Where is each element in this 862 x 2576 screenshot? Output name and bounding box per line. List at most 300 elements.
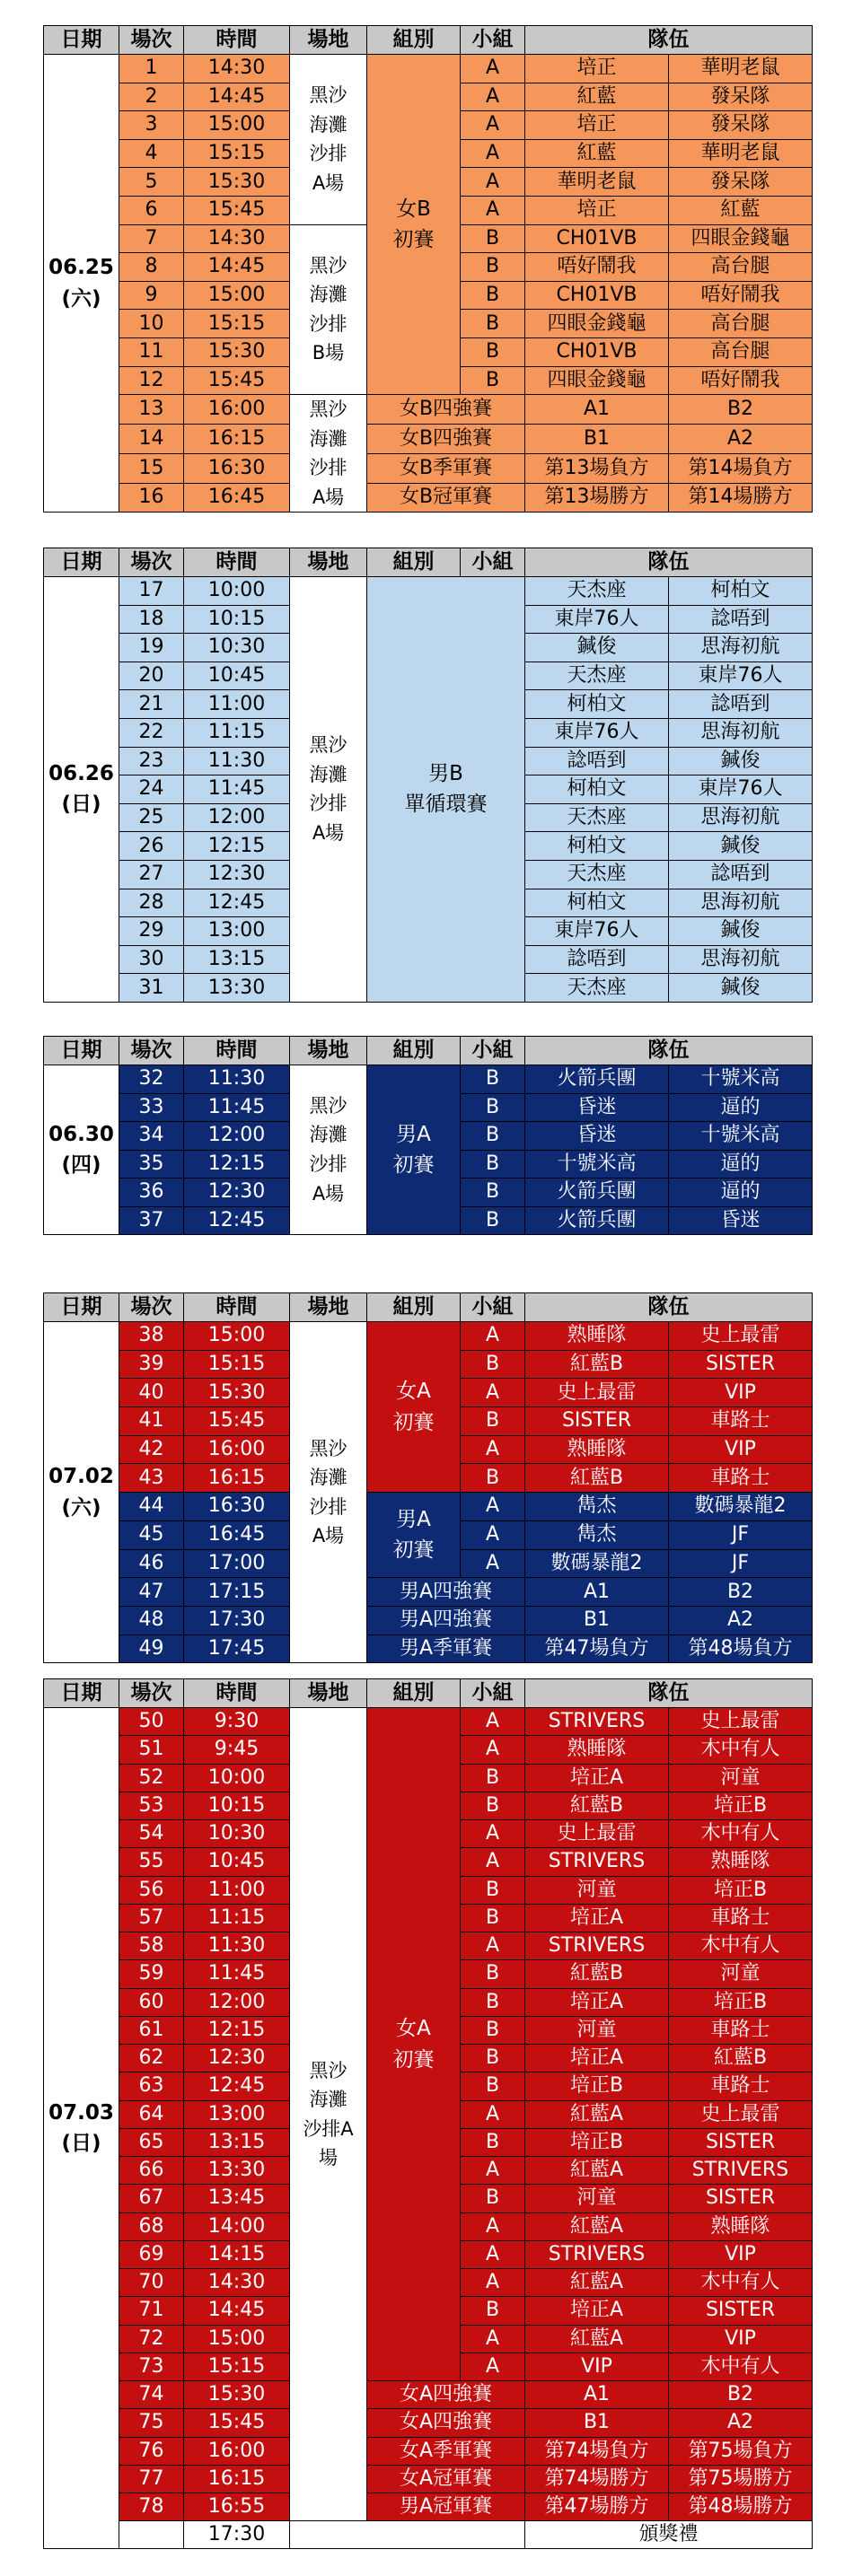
ceremony-time: 17:30 xyxy=(184,2521,290,2549)
match-number: 46 xyxy=(119,1549,184,1578)
team-b: SISTER xyxy=(669,2128,813,2156)
match-number: 59 xyxy=(119,1960,184,1988)
group-cell: B xyxy=(461,2045,525,2072)
match-number: 34 xyxy=(119,1122,184,1151)
header-group: 小組 xyxy=(461,26,525,55)
team-a: 四眼金錢龜 xyxy=(525,366,669,395)
team-a: 紅藍A xyxy=(525,2212,669,2240)
team-b: A2 xyxy=(669,2409,813,2437)
team-a: 昏迷 xyxy=(525,1093,669,1122)
group-cell: A xyxy=(461,1708,525,1736)
group-cell: A xyxy=(461,1435,525,1464)
team-a: A1 xyxy=(525,395,669,425)
header-time: 時間 xyxy=(184,1293,290,1322)
match-time: 11:45 xyxy=(184,1960,290,1988)
match-time: 11:30 xyxy=(184,747,290,775)
match-time: 10:45 xyxy=(184,662,290,690)
match-number: 78 xyxy=(119,2493,184,2521)
match-time: 16:15 xyxy=(184,1464,290,1493)
group-cell: A xyxy=(461,1322,525,1351)
team-a: 培正A xyxy=(525,2297,669,2325)
team-b: 培正B xyxy=(669,1792,813,1819)
team-b: 十號米高 xyxy=(669,1122,813,1151)
team-a: 唔好鬧我 xyxy=(525,253,669,282)
team-a: CH01VB xyxy=(525,281,669,310)
schedule-table xyxy=(43,25,813,513)
match-number: 67 xyxy=(119,2185,184,2212)
match-time: 12:15 xyxy=(184,1150,290,1178)
match-time: 15:00 xyxy=(184,2325,290,2353)
match-time: 16:00 xyxy=(184,395,290,425)
venue-cell: 黑沙 海灘 沙排 A場 xyxy=(290,1322,367,1663)
division-cell: 男A季軍賽 xyxy=(367,1634,525,1663)
match-number: 2 xyxy=(119,83,184,111)
match-number: 18 xyxy=(119,605,184,634)
date-cell: 06.26 (日) xyxy=(44,577,119,1003)
match-time: 16:00 xyxy=(184,2437,290,2465)
header-date: 日期 xyxy=(44,548,119,577)
header-date: 日期 xyxy=(44,1293,119,1322)
match-time: 11:45 xyxy=(184,775,290,804)
group-cell: B xyxy=(461,281,525,310)
header-teams: 隊伍 xyxy=(525,548,813,577)
group-cell: B xyxy=(461,1464,525,1493)
group-cell: A xyxy=(461,168,525,197)
team-a: 第13場勝方 xyxy=(525,483,669,513)
match-time: 15:45 xyxy=(184,196,290,224)
header-division: 組別 xyxy=(367,1293,461,1322)
match-number: 57 xyxy=(119,1904,184,1932)
match-time: 15:45 xyxy=(184,366,290,395)
header-group: 小組 xyxy=(461,548,525,577)
team-a: 培正A xyxy=(525,2045,669,2072)
team-b: 思海初航 xyxy=(669,889,813,917)
header-venue: 場地 xyxy=(290,1037,367,1065)
match-time: 11:15 xyxy=(184,1904,290,1932)
team-b: 紅藍 xyxy=(669,196,813,224)
team-b: B2 xyxy=(669,1578,813,1607)
team-a: 紅藍A xyxy=(525,2100,669,2128)
match-number: 51 xyxy=(119,1736,184,1764)
team-b: 高台腿 xyxy=(669,253,813,282)
match-number: 25 xyxy=(119,803,184,832)
team-a: 熟睡隊 xyxy=(525,1435,669,1464)
team-b: A2 xyxy=(669,1606,813,1634)
group-cell: B xyxy=(461,2128,525,2156)
team-a: 河童 xyxy=(525,2185,669,2212)
header-group: 小組 xyxy=(461,1293,525,1322)
match-time: 16:55 xyxy=(184,2493,290,2521)
team-b: 鍼俊 xyxy=(669,917,813,946)
table-row xyxy=(44,1708,813,1736)
match-number: 35 xyxy=(119,1150,184,1178)
header-time: 時間 xyxy=(184,1037,290,1065)
team-b: 思海初航 xyxy=(669,718,813,747)
header-match: 場次 xyxy=(119,1037,184,1065)
table-row xyxy=(44,1322,813,1351)
team-b: 逼的 xyxy=(669,1150,813,1178)
header-row xyxy=(44,1679,813,1708)
team-b: JF xyxy=(669,1549,813,1578)
match-time: 15:00 xyxy=(184,111,290,140)
team-b: 四眼金錢龜 xyxy=(669,224,813,253)
match-time: 14:30 xyxy=(184,55,290,83)
match-number: 56 xyxy=(119,1876,184,1904)
team-a: 昏迷 xyxy=(525,1122,669,1151)
group-cell: A xyxy=(461,2240,525,2268)
match-number: 50 xyxy=(119,1708,184,1736)
header-match: 場次 xyxy=(119,1679,184,1708)
group-cell: A xyxy=(461,55,525,83)
team-b: 第14場勝方 xyxy=(669,483,813,513)
match-time: 17:15 xyxy=(184,1578,290,1607)
match-number: 16 xyxy=(119,483,184,513)
match-time: 10:00 xyxy=(184,577,290,606)
header-teams: 隊伍 xyxy=(525,1679,813,1708)
match-time: 13:15 xyxy=(184,2128,290,2156)
ceremony-label: 頒獎禮 xyxy=(525,2521,813,2549)
group-cell: B xyxy=(461,2297,525,2325)
team-a: 河童 xyxy=(525,2016,669,2044)
match-number: 63 xyxy=(119,2072,184,2100)
team-a: 紅藍B xyxy=(525,1350,669,1379)
group-cell: B xyxy=(461,2016,525,2044)
header-division: 組別 xyxy=(367,1679,461,1708)
team-b: B2 xyxy=(669,2381,813,2409)
header-group: 小組 xyxy=(461,1037,525,1065)
table-row xyxy=(44,2381,813,2409)
team-a: 培正B xyxy=(525,2128,669,2156)
team-b: VIP xyxy=(669,1435,813,1464)
team-a: 四眼金錢龜 xyxy=(525,310,669,338)
team-a: 培正A xyxy=(525,1904,669,1932)
match-number: 49 xyxy=(119,1634,184,1663)
team-a: 培正 xyxy=(525,55,669,83)
table-row xyxy=(44,2465,813,2493)
group-cell: B xyxy=(461,1178,525,1207)
team-a: 熟睡隊 xyxy=(525,1736,669,1764)
team-a: STRIVERS xyxy=(525,1848,669,1876)
group-cell: A xyxy=(461,111,525,140)
group-cell: B xyxy=(461,366,525,395)
team-b: 車路士 xyxy=(669,1407,813,1436)
team-a: 培正 xyxy=(525,111,669,140)
team-b: 史上最雷 xyxy=(669,1322,813,1351)
schedule-block-4 xyxy=(43,1678,812,2549)
team-b: VIP xyxy=(669,2325,813,2353)
header-venue: 場地 xyxy=(290,548,367,577)
team-a: A1 xyxy=(525,1578,669,1607)
team-b: 發呆隊 xyxy=(669,168,813,197)
match-time: 12:00 xyxy=(184,803,290,832)
table-row xyxy=(44,1065,813,1094)
group-cell: A xyxy=(461,2325,525,2353)
group-cell: B xyxy=(461,1792,525,1819)
team-b: 高台腿 xyxy=(669,337,813,366)
team-a: 火箭兵團 xyxy=(525,1206,669,1235)
match-time: 14:15 xyxy=(184,2240,290,2268)
schedule-table xyxy=(43,1292,813,1663)
team-a: 第47場勝方 xyxy=(525,2493,669,2521)
match-time: 17:00 xyxy=(184,1549,290,1578)
division-cell: 男B 單循環賽 xyxy=(367,577,525,1003)
team-b: VIP xyxy=(669,2240,813,2268)
team-b: 鍼俊 xyxy=(669,974,813,1003)
team-a: 東岸76人 xyxy=(525,605,669,634)
group-cell: A xyxy=(461,1932,525,1960)
group-cell: B xyxy=(461,1093,525,1122)
team-a: 史上最雷 xyxy=(525,1379,669,1407)
team-b: 東岸76人 xyxy=(669,775,813,804)
venue-cell: 黑沙 海灘 沙排 A場 xyxy=(290,55,367,225)
team-a: 紅藍 xyxy=(525,83,669,111)
match-time: 16:30 xyxy=(184,1493,290,1521)
division-cell: 女A 初賽 xyxy=(367,1708,461,2381)
team-b: B2 xyxy=(669,395,813,425)
match-number: 76 xyxy=(119,2437,184,2465)
header-venue: 場地 xyxy=(290,1293,367,1322)
match-time: 14:45 xyxy=(184,253,290,282)
match-number: 60 xyxy=(119,1988,184,2016)
team-b: 培正B xyxy=(669,1988,813,2016)
group-cell: A xyxy=(461,2157,525,2185)
division-cell: 女B 初賽 xyxy=(367,55,461,395)
schedule-table xyxy=(43,1036,813,1235)
match-number: 3 xyxy=(119,111,184,140)
table-row xyxy=(44,424,813,453)
match-number: 77 xyxy=(119,2465,184,2493)
team-a: 諗唔到 xyxy=(525,945,669,974)
group-cell: B xyxy=(461,1764,525,1792)
team-a: 天杰座 xyxy=(525,974,669,1003)
team-b: 第48場勝方 xyxy=(669,2493,813,2521)
match-number: 36 xyxy=(119,1178,184,1207)
match-number: 20 xyxy=(119,662,184,690)
team-b: 柯柏文 xyxy=(669,577,813,606)
table-row xyxy=(44,55,813,83)
match-number: 26 xyxy=(119,832,184,861)
team-b: 思海初航 xyxy=(669,945,813,974)
match-time: 11:00 xyxy=(184,1876,290,1904)
team-a: 第47場負方 xyxy=(525,1634,669,1663)
team-b: 發呆隊 xyxy=(669,111,813,140)
match-number: 11 xyxy=(119,337,184,366)
team-b: 史上最雷 xyxy=(669,1708,813,1736)
team-a: SISTER xyxy=(525,1407,669,1436)
match-time: 16:00 xyxy=(184,1435,290,1464)
match-time: 16:30 xyxy=(184,453,290,483)
match-time: 17:45 xyxy=(184,1634,290,1663)
schedule-block-3 xyxy=(43,1292,812,1663)
match-number: 31 xyxy=(119,974,184,1003)
match-time: 9:30 xyxy=(184,1708,290,1736)
venue-cell: 黑沙 海灘 沙排 B場 xyxy=(290,224,367,395)
division-cell: 男A四強賽 xyxy=(367,1578,525,1607)
match-number: 38 xyxy=(119,1322,184,1351)
team-b: 諗唔到 xyxy=(669,690,813,719)
group-cell: B xyxy=(461,1988,525,2016)
team-a: STRIVERS xyxy=(525,2240,669,2268)
team-a: 雋杰 xyxy=(525,1520,669,1549)
match-time: 13:30 xyxy=(184,974,290,1003)
match-number: 10 xyxy=(119,310,184,338)
team-a: 柯柏文 xyxy=(525,775,669,804)
table-row xyxy=(44,1606,813,1634)
match-time: 12:30 xyxy=(184,860,290,889)
team-a: 柯柏文 xyxy=(525,832,669,861)
team-b: 第75場勝方 xyxy=(669,2465,813,2493)
header-date: 日期 xyxy=(44,26,119,55)
match-time: 13:00 xyxy=(184,2100,290,2128)
division-cell: 女B四強賽 xyxy=(367,395,525,425)
team-b: SISTER xyxy=(669,1350,813,1379)
team-a: 培正 xyxy=(525,196,669,224)
match-number: 5 xyxy=(119,168,184,197)
match-number: 44 xyxy=(119,1493,184,1521)
match-number: 39 xyxy=(119,1350,184,1379)
match-number: 8 xyxy=(119,253,184,282)
table-row xyxy=(44,2437,813,2465)
match-time: 16:15 xyxy=(184,424,290,453)
match-number: 73 xyxy=(119,2353,184,2380)
match-number: 29 xyxy=(119,917,184,946)
team-a: 紅藍A xyxy=(525,2325,669,2353)
match-number: 21 xyxy=(119,690,184,719)
match-time: 11:30 xyxy=(184,1065,290,1094)
match-time: 13:45 xyxy=(184,2185,290,2212)
match-number: 15 xyxy=(119,453,184,483)
team-a: 第13場負方 xyxy=(525,453,669,483)
team-b: 車路士 xyxy=(669,1904,813,1932)
match-time: 14:00 xyxy=(184,2212,290,2240)
team-b: 東岸76人 xyxy=(669,662,813,690)
group-cell: A xyxy=(461,1736,525,1764)
team-b: STRIVERS xyxy=(669,2157,813,2185)
match-time: 12:15 xyxy=(184,2016,290,2044)
header-division: 組別 xyxy=(367,26,461,55)
match-number: 9 xyxy=(119,281,184,310)
team-a: 華明老鼠 xyxy=(525,168,669,197)
team-b: 熟睡隊 xyxy=(669,2212,813,2240)
match-time: 12:45 xyxy=(184,1206,290,1235)
division-cell: 女B季軍賽 xyxy=(367,453,525,483)
team-b: 培正B xyxy=(669,1876,813,1904)
group-cell: B xyxy=(461,337,525,366)
team-b: JF xyxy=(669,1520,813,1549)
header-row xyxy=(44,1037,813,1065)
team-a: 柯柏文 xyxy=(525,889,669,917)
table-row xyxy=(44,1634,813,1663)
table-row xyxy=(44,577,813,606)
division-cell: 女A四強賽 xyxy=(367,2381,525,2409)
team-b: 逼的 xyxy=(669,1093,813,1122)
group-cell: B xyxy=(461,2185,525,2212)
group-cell: B xyxy=(461,1350,525,1379)
match-number: 55 xyxy=(119,1848,184,1876)
schedule-table xyxy=(43,1678,813,2549)
match-time: 12:00 xyxy=(184,1122,290,1151)
team-a: 紅藍B xyxy=(525,1464,669,1493)
team-b: VIP xyxy=(669,1379,813,1407)
team-a: 鍼俊 xyxy=(525,634,669,662)
match-time: 15:45 xyxy=(184,1407,290,1436)
match-time: 16:45 xyxy=(184,483,290,513)
footer-row xyxy=(44,2521,813,2549)
table-row xyxy=(44,2493,813,2521)
footer-empty xyxy=(290,2521,525,2549)
group-cell: B xyxy=(461,1122,525,1151)
group-cell: B xyxy=(461,310,525,338)
header-row xyxy=(44,548,813,577)
team-b: 木中有人 xyxy=(669,1932,813,1960)
team-b: 第14場負方 xyxy=(669,453,813,483)
match-time: 12:00 xyxy=(184,1988,290,2016)
venue-cell: 黑沙 海灘 沙排 A場 xyxy=(290,577,367,1003)
team-b: A2 xyxy=(669,424,813,453)
team-b: 唔好鬧我 xyxy=(669,281,813,310)
group-cell: A xyxy=(461,1379,525,1407)
match-number: 27 xyxy=(119,860,184,889)
schedule-block-0 xyxy=(43,25,812,513)
match-time: 10:45 xyxy=(184,1848,290,1876)
team-a: 河童 xyxy=(525,1876,669,1904)
team-a: 雋杰 xyxy=(525,1493,669,1521)
match-number: 75 xyxy=(119,2409,184,2437)
division-cell: 女A冠軍賽 xyxy=(367,2465,525,2493)
table-row xyxy=(44,453,813,483)
match-number: 4 xyxy=(119,139,184,168)
header-teams: 隊伍 xyxy=(525,1037,813,1065)
team-a: 熟睡隊 xyxy=(525,1322,669,1351)
match-time: 13:00 xyxy=(184,917,290,946)
division-cell: 女A季軍賽 xyxy=(367,2437,525,2465)
match-number: 41 xyxy=(119,1407,184,1436)
venue-cell: 黑沙 海灘 沙排 A場 xyxy=(290,395,367,513)
team-b: 諗唔到 xyxy=(669,860,813,889)
match-number: 28 xyxy=(119,889,184,917)
match-number: 7 xyxy=(119,224,184,253)
match-time: 10:00 xyxy=(184,1764,290,1792)
match-number: 74 xyxy=(119,2381,184,2409)
match-number: 58 xyxy=(119,1932,184,1960)
match-number: 6 xyxy=(119,196,184,224)
header-time: 時間 xyxy=(184,548,290,577)
match-time: 15:30 xyxy=(184,1379,290,1407)
match-number: 19 xyxy=(119,634,184,662)
header-venue: 場地 xyxy=(290,1679,367,1708)
team-a: 紅藍A xyxy=(525,2269,669,2297)
group-cell: A xyxy=(461,1848,525,1876)
match-time: 15:00 xyxy=(184,281,290,310)
team-b: 木中有人 xyxy=(669,1736,813,1764)
header-teams: 隊伍 xyxy=(525,1293,813,1322)
team-b: 華明老鼠 xyxy=(669,55,813,83)
match-number: 62 xyxy=(119,2045,184,2072)
match-time: 16:45 xyxy=(184,1520,290,1549)
schedule-block-2 xyxy=(43,1036,812,1235)
division-cell: 女B四強賽 xyxy=(367,424,525,453)
match-number: 52 xyxy=(119,1764,184,1792)
match-number: 42 xyxy=(119,1435,184,1464)
match-time: 10:15 xyxy=(184,1792,290,1819)
header-date: 日期 xyxy=(44,1679,119,1708)
team-b: 華明老鼠 xyxy=(669,139,813,168)
match-time: 15:45 xyxy=(184,2409,290,2437)
match-number: 71 xyxy=(119,2297,184,2325)
team-b: 木中有人 xyxy=(669,1820,813,1848)
group-cell: A xyxy=(461,1520,525,1549)
team-a: 培正A xyxy=(525,1988,669,2016)
